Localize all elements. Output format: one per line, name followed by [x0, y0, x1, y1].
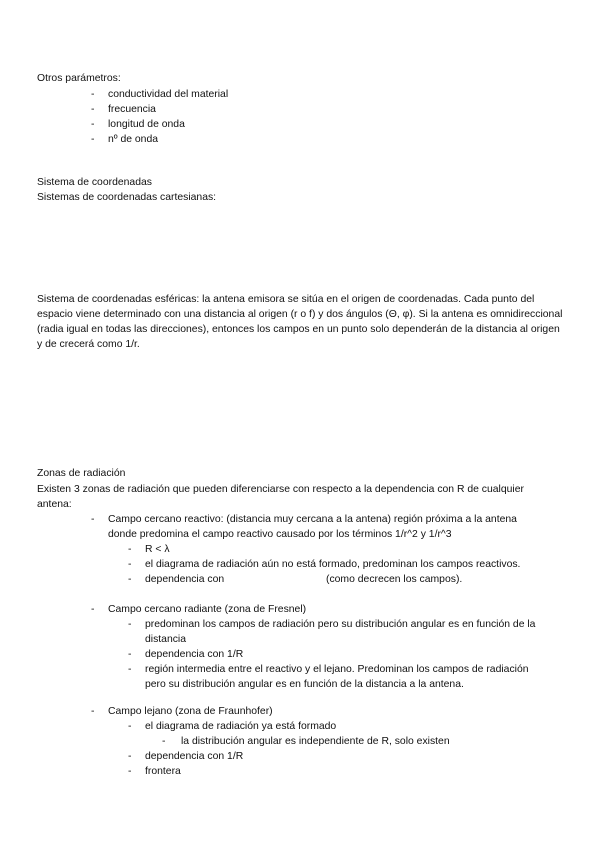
- near-radiating-title: Campo cercano radiante (zona de Fresnel): [108, 604, 307, 615]
- section-title-otros-parametros: Otros parámetros:: [37, 73, 121, 84]
- near-radiating-sub3-line1: región intermedia entre el reactivo y el lejano. Predominan los campos de radiación: [145, 664, 529, 675]
- bullet-dash: -: [91, 706, 95, 717]
- intro-zonas: Existen 3 zonas de radiación que pueden diferenciarse con respecto a la dependencia con R de cualquier antena:: [37, 484, 524, 510]
- far-sub1: el diagrama de radiación ya está formado: [145, 721, 337, 732]
- bullet-dash: -: [128, 649, 132, 660]
- near-radiating-sub1-line2: distancia: [145, 634, 187, 645]
- near-reactive-line1: Campo cercano reactivo: (distancia muy cercana a la antena) región próxima a la antena: [108, 514, 517, 525]
- near-reactive-sub-decrecen: (como decrecen los campos).: [326, 574, 463, 585]
- bullet-dash: -: [162, 736, 166, 747]
- section-title-zonas-radiacion: Zonas de radiación: [37, 468, 126, 479]
- bullet-dash: -: [91, 119, 95, 130]
- bullet-dash: -: [91, 134, 95, 145]
- bullet-dash: -: [128, 766, 132, 777]
- far-sub2: dependencia con 1/R: [145, 751, 244, 762]
- far-sub3: frontera: [145, 766, 181, 777]
- near-radiating-sub2: dependencia con 1/R: [145, 649, 244, 660]
- near-reactive-sub-diagrama: el diagrama de radiación aún no está formado, predominan los campos reactivos.: [145, 559, 521, 570]
- bullet-dash: -: [128, 751, 132, 762]
- bullet-dash: -: [91, 514, 95, 525]
- list-item: frecuencia: [108, 104, 156, 115]
- near-reactive-line2: donde predomina el campo reactivo causado por los términos 1/r^2 y 1/r^3: [108, 529, 452, 540]
- bullet-dash: -: [128, 559, 132, 570]
- bullet-dash: -: [91, 104, 95, 115]
- list-item: longitud de onda: [108, 119, 185, 130]
- list-item: nº de onda: [108, 134, 159, 145]
- list-item: conductividad del material: [108, 89, 229, 100]
- bullet-dash: -: [91, 604, 95, 615]
- bullet-dash: -: [128, 619, 132, 630]
- near-radiating-sub1-line1: predominan los campos de radiación pero su distribución angular es en función de la: [145, 619, 536, 630]
- section-title-sistema-coordenadas: Sistema de coordenadas: [37, 177, 152, 188]
- bullet-dash: -: [128, 544, 132, 555]
- far-subsub1: la distribución angular es independiente de R, solo existen: [181, 736, 450, 747]
- near-reactive-sub-dependencia: dependencia con: [145, 574, 225, 585]
- bullet-dash: -: [128, 721, 132, 732]
- bullet-dash: -: [128, 664, 132, 675]
- far-title: Campo lejano (zona de Fraunhofer): [108, 706, 273, 717]
- subtitle-cartesianas: Sistemas de coordenadas cartesianas:: [37, 192, 217, 203]
- bullet-dash: -: [91, 89, 95, 100]
- paragraph-esfericas: Sistema de coordenadas esféricas: la antena emisora se sitúa en el origen de coordenadas. Cada punto del espacio viene determinado con una distancia al origen (r o f) y dos ángulos (Θ, φ). Si la antena es omnidireccional (radia igual en todas las direcciones), entonces los campos en un punto solo dependerán de la distancia al origen y de crecerá como 1/r.: [37, 294, 563, 350]
- near-reactive-sub-r-lambda: R < λ: [145, 544, 170, 555]
- bullet-dash: -: [128, 574, 132, 585]
- near-radiating-sub3-line2: pero su distribución angular es en función de la distancia a la antena.: [145, 679, 464, 690]
